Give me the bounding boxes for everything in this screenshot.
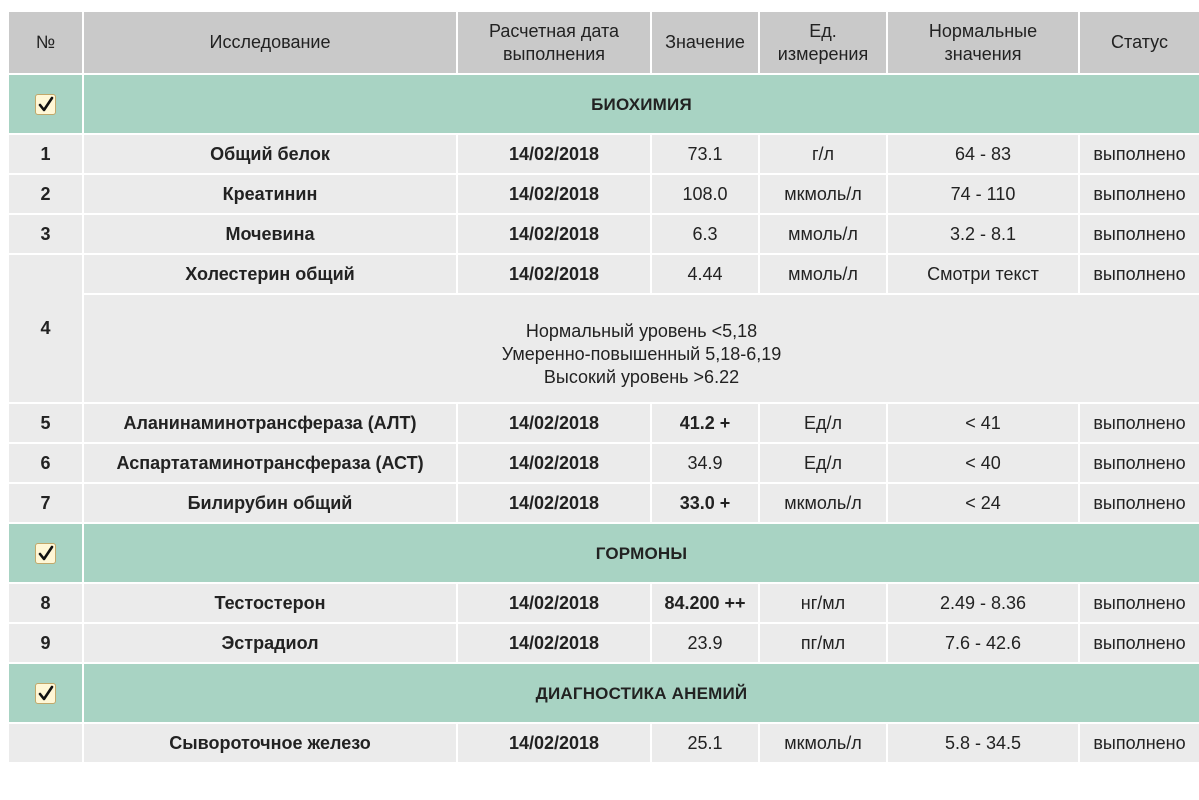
test-norm: 3.2 - 8.1 xyxy=(887,214,1079,254)
test-status: выполнено xyxy=(1079,174,1199,214)
test-norm: 7.6 - 42.6 xyxy=(887,623,1079,663)
test-name: Креатинин xyxy=(83,174,457,214)
section-checkbox[interactable] xyxy=(35,94,56,115)
header-date-line1: Расчетная дата xyxy=(488,20,620,41)
table-row xyxy=(8,254,1199,294)
test-name: Общий белок xyxy=(83,134,457,174)
test-norm: 2.49 - 8.36 xyxy=(887,583,1079,623)
table-row xyxy=(8,443,1199,483)
test-value: 41.2 + xyxy=(651,403,759,443)
test-unit: ммоль/л xyxy=(759,214,887,254)
header-norm-line2: значения xyxy=(944,43,1022,64)
test-name: Аспартатаминотрансфераза (АСТ) xyxy=(83,443,457,483)
test-status: выполнено xyxy=(1079,583,1199,623)
header-unit-line2: измерения xyxy=(777,43,869,64)
test-date: 14/02/2018 xyxy=(457,623,651,663)
header-unit-line1: Ед. xyxy=(809,20,837,41)
test-date: 14/02/2018 xyxy=(457,403,651,443)
test-date: 14/02/2018 xyxy=(457,254,651,294)
reference-note-line: Умеренно-повышенный 5,18-6,19 xyxy=(501,344,782,364)
test-value: 6.3 xyxy=(651,214,759,254)
test-value: 84.200 ++ xyxy=(651,583,759,623)
test-name: Холестерин общий xyxy=(83,254,457,294)
row-number: 6 xyxy=(8,443,83,483)
table-header xyxy=(8,11,1199,74)
test-unit: мкмоль/л xyxy=(759,174,887,214)
test-status: выполнено xyxy=(1079,214,1199,254)
test-value: 25.1 xyxy=(651,723,759,763)
header-date xyxy=(457,11,651,74)
reference-note xyxy=(83,294,1199,403)
test-value: 23.9 xyxy=(651,623,759,663)
test-status: выполнено xyxy=(1079,254,1199,294)
row-number: 3 xyxy=(8,214,83,254)
test-norm: < 41 xyxy=(887,403,1079,443)
test-name: Эстрадиол xyxy=(83,623,457,663)
test-norm: Смотри текст xyxy=(887,254,1079,294)
section-title: ГОРМОНЫ xyxy=(83,523,1199,583)
table-row xyxy=(8,723,1199,763)
section-row xyxy=(8,74,1199,134)
header-unit xyxy=(759,11,887,74)
section-checkbox-cell[interactable] xyxy=(8,523,83,583)
test-unit: мкмоль/л xyxy=(759,723,887,763)
row-number: 4 xyxy=(8,254,83,403)
test-status: выполнено xyxy=(1079,483,1199,523)
test-date: 14/02/2018 xyxy=(457,214,651,254)
table-row xyxy=(8,583,1199,623)
test-status: выполнено xyxy=(1079,623,1199,663)
test-value: 34.9 xyxy=(651,443,759,483)
test-name: Билирубин общий xyxy=(83,483,457,523)
section-title: ДИАГНОСТИКА АНЕМИЙ xyxy=(83,663,1199,723)
test-unit: Ед/л xyxy=(759,403,887,443)
lab-results-table xyxy=(7,10,1199,764)
test-name: Сывороточное железо xyxy=(83,723,457,763)
table-row xyxy=(8,623,1199,663)
test-status: выполнено xyxy=(1079,403,1199,443)
test-norm: 64 - 83 xyxy=(887,134,1079,174)
header-test: Исследование xyxy=(83,11,457,74)
row-number: 5 xyxy=(8,403,83,443)
test-unit: Ед/л xyxy=(759,443,887,483)
table-row xyxy=(8,483,1199,523)
row-number: 9 xyxy=(8,623,83,663)
header-norm xyxy=(887,11,1079,74)
section-checkbox[interactable] xyxy=(35,543,56,564)
test-date: 14/02/2018 xyxy=(457,174,651,214)
test-status: выполнено xyxy=(1079,723,1199,763)
test-value: 33.0 + xyxy=(651,483,759,523)
test-norm: 5.8 - 34.5 xyxy=(887,723,1079,763)
header-date-line2: выполнения xyxy=(502,43,606,64)
section-checkbox-cell[interactable] xyxy=(8,663,83,723)
test-name: Мочевина xyxy=(83,214,457,254)
test-date: 14/02/2018 xyxy=(457,483,651,523)
reference-note-line: Высокий уровень >6.22 xyxy=(543,367,740,387)
test-norm: < 40 xyxy=(887,443,1079,483)
test-date: 14/02/2018 xyxy=(457,443,651,483)
section-row xyxy=(8,663,1199,723)
test-unit: нг/мл xyxy=(759,583,887,623)
test-value: 108.0 xyxy=(651,174,759,214)
test-unit: мкмоль/л xyxy=(759,483,887,523)
header-value: Значение xyxy=(651,11,759,74)
test-name: Аланинаминотрансфераза (АЛТ) xyxy=(83,403,457,443)
table-body xyxy=(8,74,1199,763)
header-num: № xyxy=(8,11,83,74)
test-norm: < 24 xyxy=(887,483,1079,523)
section-checkbox-cell[interactable] xyxy=(8,74,83,134)
test-status: выполнено xyxy=(1079,443,1199,483)
reference-note-line: Нормальный уровень <5,18 xyxy=(525,321,758,341)
section-row xyxy=(8,523,1199,583)
note-row xyxy=(8,294,1199,403)
header-status: Статус xyxy=(1079,11,1199,74)
table-row xyxy=(8,403,1199,443)
test-value: 73.1 xyxy=(651,134,759,174)
table-row xyxy=(8,134,1199,174)
table-row xyxy=(8,174,1199,214)
row-number: 1 xyxy=(8,134,83,174)
test-date: 14/02/2018 xyxy=(457,723,651,763)
test-unit: г/л xyxy=(759,134,887,174)
table-row xyxy=(8,214,1199,254)
test-date: 14/02/2018 xyxy=(457,583,651,623)
row-number xyxy=(8,723,83,763)
row-number: 2 xyxy=(8,174,83,214)
test-norm: 74 - 110 xyxy=(887,174,1079,214)
header-norm-line1: Нормальные xyxy=(928,20,1038,41)
section-title: БИОХИМИЯ xyxy=(83,74,1199,134)
section-checkbox[interactable] xyxy=(35,683,56,704)
row-number: 7 xyxy=(8,483,83,523)
test-status: выполнено xyxy=(1079,134,1199,174)
test-unit: пг/мл xyxy=(759,623,887,663)
test-name: Тестостерон xyxy=(83,583,457,623)
row-number: 8 xyxy=(8,583,83,623)
test-value: 4.44 xyxy=(651,254,759,294)
test-unit: ммоль/л xyxy=(759,254,887,294)
test-date: 14/02/2018 xyxy=(457,134,651,174)
